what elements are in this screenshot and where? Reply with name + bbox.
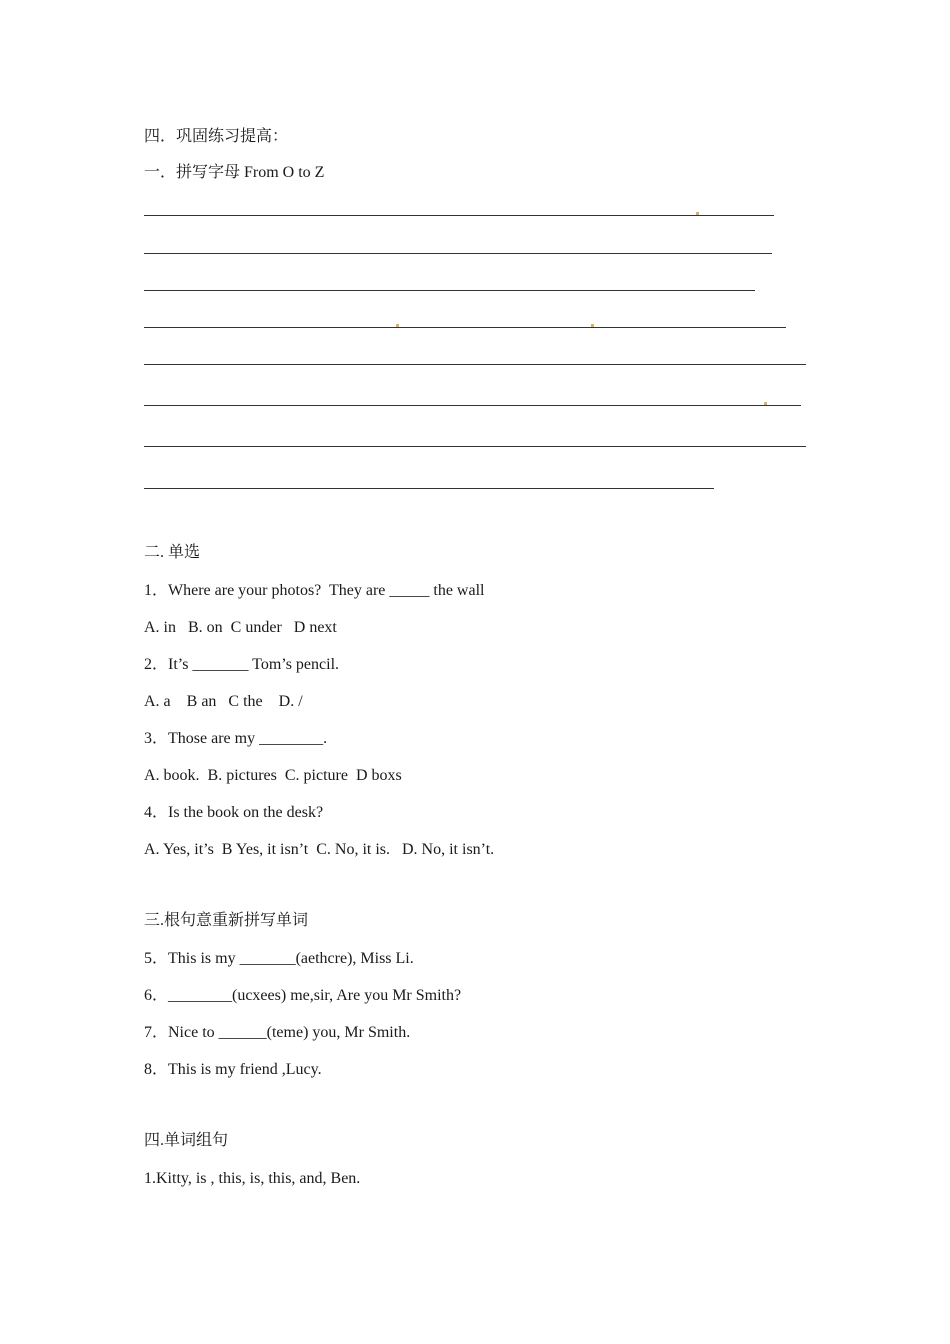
options-3: A. book. B. pictures C. picture D boxs (144, 767, 402, 784)
marker-dot (764, 402, 767, 405)
question-1: 1．Where are your photos? They are _____ the wall (144, 582, 485, 599)
question-3: 3．Those are my ________. (144, 730, 328, 747)
answer-line (144, 446, 806, 447)
answer-line (144, 290, 755, 291)
answer-line (144, 364, 806, 365)
section4-title: 四.单词组句 (144, 1132, 229, 1149)
answer-line (144, 488, 714, 489)
spelling-item-6: 6．________(ucxees) me,sir, Are you Mr Smith? (144, 987, 462, 1004)
answer-line (144, 405, 801, 406)
marker-dot (696, 212, 699, 215)
options-1: A. in B. on C under D next (144, 619, 337, 636)
question-4: 4．Is the book on the desk? (144, 804, 324, 821)
marker-dot (591, 324, 594, 327)
section3-title: 三.根句意重新拼写单词 (144, 912, 309, 929)
section-header: 四．巩固练习提高： (144, 128, 289, 145)
spelling-item-5: 5．This is my _______(aethcre), Miss Li. (144, 950, 414, 967)
answer-line (144, 327, 786, 328)
spelling-item-8: 8．This is my friend ,Lucy. (144, 1061, 322, 1078)
section2-title: 二. 单选 (144, 544, 201, 561)
section1-title: 一．拼写字母 From O to Z (144, 164, 325, 181)
spelling-item-7: 7．Nice to ______(teme) you, Mr Smith. (144, 1024, 411, 1041)
question-2: 2．It’s _______ Tom’s pencil. (144, 656, 340, 673)
sentence-item-1: 1.Kitty, is , this, is, this, and, Ben. (144, 1170, 361, 1187)
answer-line (144, 253, 772, 254)
marker-dot (396, 324, 399, 327)
answer-line (144, 215, 774, 216)
options-4: A. Yes, it’s B Yes, it isn’t C. No, it is. D. No, it isn’t. (144, 841, 495, 858)
options-2: A. a B an C the D. / (144, 693, 303, 710)
